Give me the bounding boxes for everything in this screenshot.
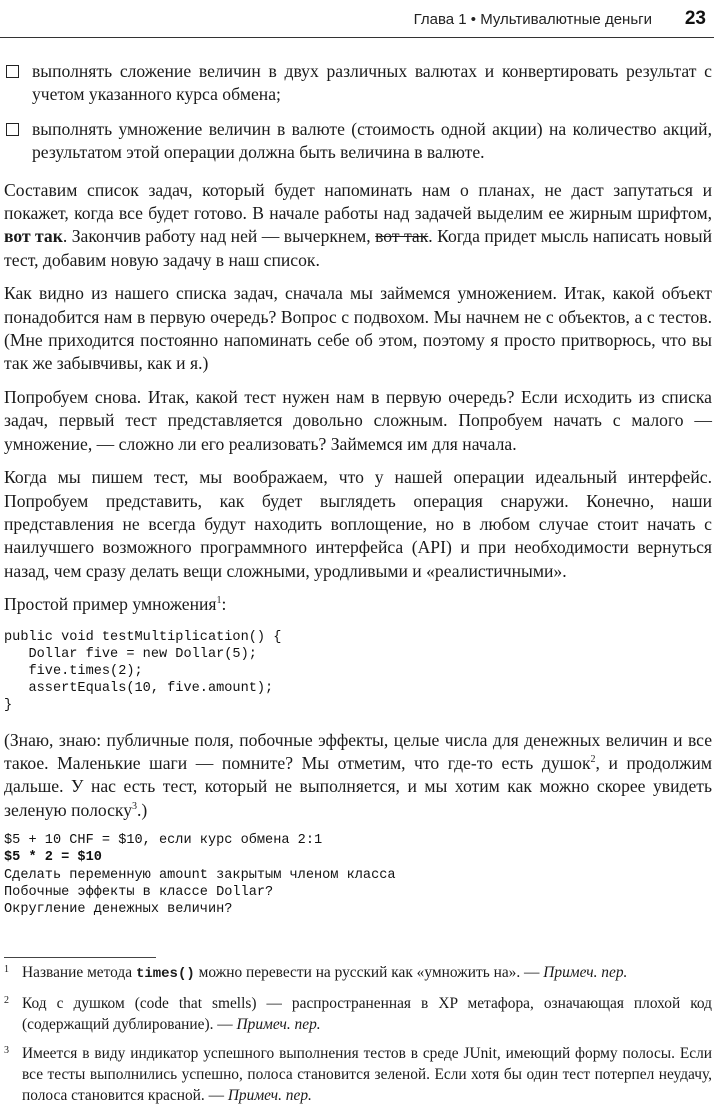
inline-code: times() [135, 966, 195, 982]
text-run: (Знаю, знаю: публичные поля, побочные эффекты, целые числа для денежных величин и все такое. Маленькие шаги — помните? Мы отметим, что где-то есть душок [4, 729, 712, 773]
footnotes [4, 962, 712, 1114]
section-title: Мультивалютные деньги [480, 11, 652, 28]
text-run: можно перевести на русский как «умножить на». — [194, 964, 544, 981]
text-run: Название метода [22, 964, 136, 981]
text-run: Составим список задач, который будет напоминать нам о планах, не даст запутаться и покажет, когда все будет готово. В начале работы над задачей выделим ее жирным шрифтом, [4, 179, 712, 224]
task-item: Сделать переменную amount закрытым членом класса [4, 867, 396, 883]
page-number: 23 [684, 8, 706, 29]
task-item: Округление денежных величин? [4, 901, 233, 917]
footnote-rule [4, 957, 156, 958]
task-list [4, 832, 712, 918]
paragraph: Как видно из нашего списка задач, сначала мы займемся умножением. Итак, какой объект понадобится нам в первую очередь? Вопрос с подвохом. Мы начнем не с объектов, а с тестов. (Мне приходится постоянно напоминать себе об этом, поэтому я просто притворюсь, что вы так же забывчивы, как и я.) [4, 283, 712, 374]
chapter-label: Глава 1 [413, 11, 467, 28]
list-item-text: выполнять сложение величин в двух различных валютах и конвертировать результат с учетом указанного курса обмена; [32, 61, 712, 105]
bullet-list [4, 60, 712, 165]
text-run: . Когда придет мысль написать новый тест, добавим новую задачу в наш список. [4, 226, 712, 270]
bold-example: вот так [4, 226, 63, 247]
running-header-title [414, 11, 652, 28]
translator-note: Примеч. пер. [543, 964, 628, 981]
footnote-number: 3 [4, 1045, 9, 1056]
code-listing [4, 629, 712, 715]
text-run: .) [137, 799, 148, 820]
footnote-number: 1 [4, 964, 9, 975]
translator-note: Примеч. пер. [227, 1087, 312, 1104]
list-item [4, 60, 712, 107]
list-item [4, 118, 712, 165]
footnote-number: 2 [4, 995, 9, 1006]
task-item-active: $5 * 2 = $10 [4, 850, 102, 866]
footnote-ref: 2 [590, 754, 596, 766]
list-item-text: выполнять умножение величин в валюте (стоимость одной акции) на количество акций, результатом этой операции должна быть величина в валюте. [32, 118, 712, 163]
footnote-ref: 1 [216, 595, 222, 607]
paragraph-example-intro [4, 593, 712, 616]
strikethrough-example: вот так [375, 226, 429, 247]
header-rule [0, 37, 714, 38]
code-line: assertEquals(10, five.amount); [4, 681, 274, 697]
text-run: , и продолжим дальше. У нас есть тест, который не выполняется, и мы хотим как можно скорее увидеть зеленую полоску [4, 752, 712, 820]
code-line: Dollar five = new Dollar(5); [4, 646, 257, 662]
task-item: $5 + 10 CHF = $10, если курс обмена 2:1 [4, 833, 323, 849]
checkbox-bullet-icon [6, 65, 19, 78]
text-run: . Закончив работу над ней — вычеркнем, [62, 226, 376, 247]
page-body [4, 60, 712, 932]
footnote [4, 1043, 712, 1106]
text-run: Код с душком (code that smells) — распространенная в XP метафора, означающая плохой код (содержащий дублирование). — [22, 995, 712, 1033]
code-line: public void testMultiplication() { [4, 629, 282, 645]
paragraph: Попробуем снова. Итак, какой тест нужен нам в первую очередь? Если исходить из списка задач, первый тест представляется довольно сложным. Попробуем начать с малого — умножение, — сложно ли его реализовать? Займемся им для начала. [4, 386, 712, 454]
task-item: Побочные эффекты в классе Dollar? [4, 884, 274, 900]
text-run: Простой пример умножения [4, 594, 217, 615]
running-header [0, 8, 714, 34]
paragraph-task-list [4, 179, 712, 273]
paragraph: Когда мы пишем тест, мы воображаем, что у нашей операции идеальный интерфейс. Попробуем представить, как будет выглядеть операция снаружи. Конечно, наши представления не всегда будут находить воплощение, но в любом случае стоит начать с наилучшего возможного программного интерфейса (API) и при необходимости вернуться назад, чем сразу делать вещи сложными, уродливыми и «реалистичными». [4, 467, 712, 581]
code-line: } [4, 698, 13, 714]
code-line: five.times(2); [4, 663, 143, 679]
header-separator: • [470, 11, 477, 28]
footnote [4, 962, 712, 985]
footnote [4, 993, 712, 1035]
checkbox-bullet-icon [6, 123, 19, 136]
text-run: Имеется в виду индикатор успешного выполнения тестов в среде JUnit, имеющий форму полосы. Если все тесты выполнились успешно, полоса становится зеленой. Если хотя бы один тест потерпел неудачу, полоса становится красной. — [22, 1045, 712, 1104]
translator-note: Примеч. пер. [236, 1016, 321, 1033]
text-run: : [221, 594, 227, 615]
paragraph [4, 729, 712, 823]
footnote-ref: 3 [132, 800, 138, 812]
